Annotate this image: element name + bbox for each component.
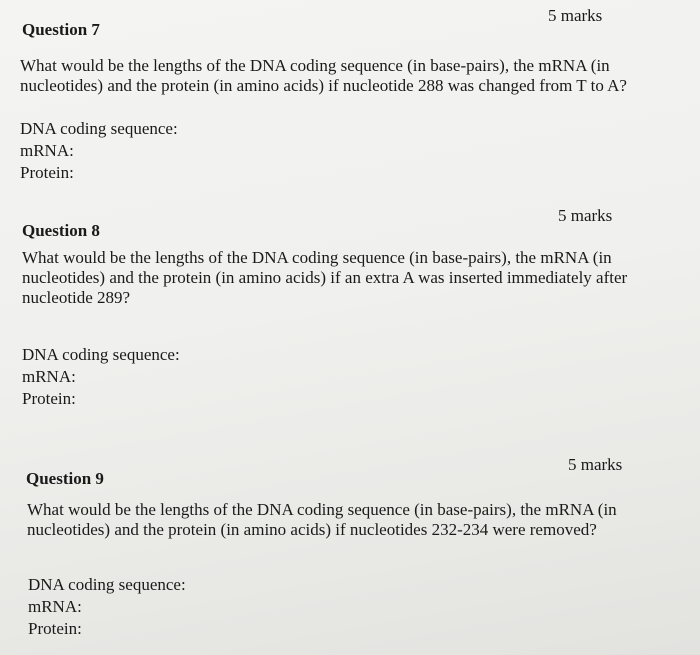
question-7-text-line: What would be the lengths of the DNA coding sequence (in base-pairs), the mRNA (in [20,56,610,75]
question-7-answers [20,118,178,184]
question-8-text-line: nucleotide 289? [22,288,131,307]
question-7-marks: 5 marks [548,6,603,25]
dna-coding-sequence-label: DNA coding sequence: [28,575,186,594]
question-9-text [27,500,677,540]
question-9-answers [28,574,186,640]
question-7-title: Question 7 [22,20,100,39]
question-8-text [22,248,672,308]
protein-label: Protein: [28,619,82,638]
question-7-text-line: nucleotides) and the protein (in amino acids) if nucleotide 288 was changed from T to A? [20,76,627,95]
question-9-marks: 5 marks [568,455,623,474]
question-9-text-line: What would be the lengths of the DNA coding sequence (in base-pairs), the mRNA (in [27,500,617,519]
question-8-text-line: What would be the lengths of the DNA coding sequence (in base-pairs), the mRNA (in [22,248,612,267]
question-7-text [20,56,670,96]
question-8-text-line: nucleotides) and the protein (in amino acids) if an extra A was inserted immediately after [22,268,628,287]
question-8-title: Question 8 [22,221,100,240]
dna-coding-sequence-label: DNA coding sequence: [20,119,178,138]
protein-label: Protein: [22,389,76,408]
mrna-label: mRNA: [22,367,76,386]
dna-coding-sequence-label: DNA coding sequence: [22,345,180,364]
question-9-title: Question 9 [26,469,104,488]
mrna-label: mRNA: [20,141,74,160]
question-8-answers [22,344,180,410]
mrna-label: mRNA: [28,597,82,616]
protein-label: Protein: [20,163,74,182]
question-9-text-line: nucleotides) and the protein (in amino acids) if nucleotides 232-234 were removed? [27,520,597,539]
question-8-marks: 5 marks [558,206,613,225]
